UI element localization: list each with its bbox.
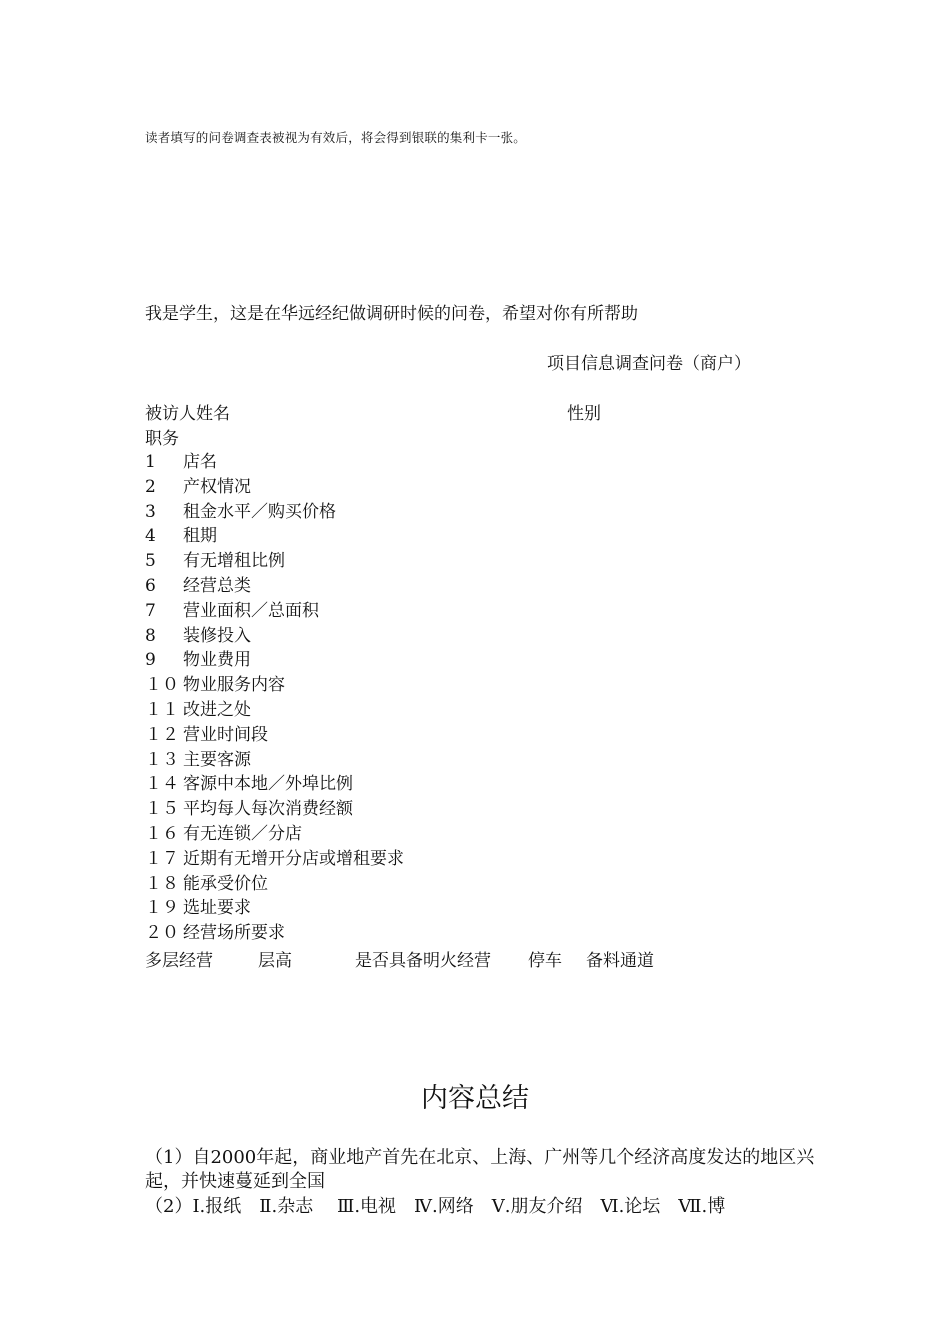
question-item	[145, 896, 404, 921]
question-item	[145, 500, 404, 525]
question-number: 3	[145, 501, 156, 522]
question-number: 9	[145, 650, 156, 671]
question-number: １３	[145, 749, 179, 770]
question-item	[145, 450, 404, 475]
survey-title: 项目信息调查问卷（商户）	[547, 354, 751, 374]
question-item	[145, 673, 404, 698]
question-number: 4	[145, 526, 156, 547]
question-number: １５	[145, 799, 179, 820]
question-item	[145, 698, 404, 723]
question-label: 经营总类	[183, 575, 251, 596]
question-number: 8	[145, 625, 156, 646]
req-parking: 停车	[528, 951, 562, 971]
question-label: 能承受价位	[183, 873, 268, 894]
question-label: 选址要求	[183, 898, 251, 919]
question-label: 物业服务内容	[183, 675, 285, 696]
question-label: 主要客源	[183, 749, 251, 770]
question-label: 营业面积／总面积	[183, 600, 319, 621]
note-text: 读者填写的问卷调查表被视为有效后，将会得到银联的集利卡一张。	[145, 130, 527, 145]
question-number: ２０	[145, 923, 179, 944]
summary-paragraph-1: （1）自2000年起，商业地产首先在北京、上海、广州等几个经济高度发达的地区兴起，并快速蔓延到全国	[145, 1147, 815, 1192]
question-label: 客源中本地／外埠比例	[183, 774, 353, 795]
question-number: 5	[145, 551, 156, 572]
question-item	[145, 723, 404, 748]
question-item	[145, 772, 404, 797]
question-label: 产权情况	[183, 476, 251, 497]
question-label: 租期	[183, 526, 217, 547]
question-item	[145, 847, 404, 872]
req-multi-floor: 多层经营	[145, 951, 213, 971]
req-floor-height: 层高	[258, 951, 292, 971]
question-label: 平均每人每次消费经额	[183, 799, 353, 820]
question-label: 近期有无增开分店或增租要求	[183, 848, 404, 869]
question-item	[145, 648, 404, 673]
question-number: 1	[145, 452, 156, 472]
summary-paragraph-2: （2）Ⅰ.报纸 Ⅱ.杂志 Ⅲ.电视 Ⅳ.网络 Ⅴ.朋友介绍 Ⅵ.论坛 Ⅶ.博	[145, 1196, 726, 1217]
req-material-passage: 备料通道	[586, 951, 654, 971]
question-number: １１	[145, 699, 179, 720]
question-item	[145, 822, 404, 847]
question-number: 7	[145, 600, 156, 621]
question-number: １２	[145, 724, 179, 745]
question-item	[145, 797, 404, 822]
question-label: 有无增租比例	[183, 551, 285, 572]
question-number: 6	[145, 575, 156, 596]
question-item	[145, 524, 404, 549]
question-label: 店名	[183, 452, 217, 472]
question-label: 装修投入	[183, 625, 251, 646]
question-item	[145, 549, 404, 574]
intro-text: 我是学生，这是在华远经纪做调研时候的问卷，希望对你有所帮助	[145, 304, 638, 324]
question-number: １８	[145, 873, 179, 894]
field-interviewee-name: 被访人姓名	[145, 404, 230, 424]
question-list	[145, 450, 404, 946]
field-gender: 性别	[567, 404, 601, 424]
summary-title: 内容总结	[421, 1083, 529, 1114]
question-label: 经营场所要求	[183, 923, 285, 944]
question-number: １６	[145, 823, 179, 844]
question-number: １４	[145, 774, 179, 795]
question-label: 改进之处	[183, 699, 251, 720]
question-number: １０	[145, 675, 179, 696]
question-item	[145, 872, 404, 897]
question-item	[145, 599, 404, 624]
question-number: １９	[145, 898, 179, 919]
question-item	[145, 574, 404, 599]
field-position: 职务	[145, 429, 179, 449]
question-number: 2	[145, 476, 156, 497]
question-item	[145, 748, 404, 773]
question-label: 租金水平／购买价格	[183, 501, 336, 522]
question-item	[145, 475, 404, 500]
question-label: 物业费用	[183, 650, 251, 671]
question-number: １７	[145, 848, 179, 869]
question-label: 有无连锁／分店	[183, 823, 302, 844]
question-label: 营业时间段	[183, 724, 268, 745]
req-open-fire: 是否具备明火经营	[355, 951, 491, 971]
question-item	[145, 921, 404, 946]
question-item	[145, 624, 404, 649]
